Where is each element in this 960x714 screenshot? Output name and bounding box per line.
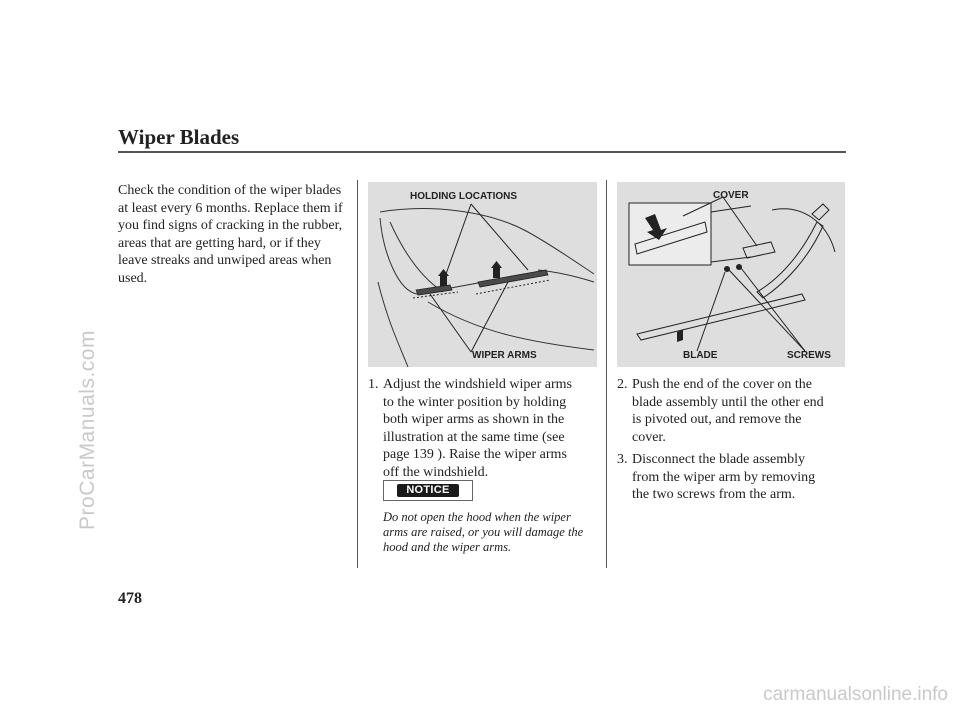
step-3 — [617, 451, 849, 504]
blade-cover-illustration — [617, 182, 845, 367]
label-screws: SCREWS — [787, 350, 831, 361]
figure-holding-locations — [368, 182, 597, 367]
label-holding-locations: HOLDING LOCATIONS — [410, 191, 518, 202]
intro-paragraph: Check the condition of the wiper blades at least every 6 months. Replace them if you find signs of cracking in the rubber, areas that are getting hard, or if they leave streaks and unwiped areas when used. — [118, 183, 343, 286]
step-2 — [617, 376, 849, 446]
notice-box — [383, 480, 473, 501]
label-blade: BLADE — [683, 350, 718, 361]
bottom-watermark: carmanualsonline.info — [763, 684, 948, 705]
step-2-text — [617, 376, 849, 446]
step-1-line: Adjust the windshield wiper arms — [383, 377, 572, 392]
step-1-line: off the windshield. — [383, 464, 489, 480]
windshield-illustration — [368, 182, 597, 367]
step-3-line: from the wiper arm by removing — [632, 469, 816, 485]
step-2-number: 2. — [617, 377, 628, 392]
step-3-line: Disconnect the blade assembly — [632, 452, 806, 467]
step-2-line: blade assembly until the other end — [632, 394, 824, 410]
step-3-number: 3. — [617, 452, 628, 467]
notice-badge: NOTICE — [397, 484, 459, 497]
step-1-line: both wiper arms as shown in the — [383, 412, 565, 427]
step-1-line: page 139 ). Raise the wiper arms — [383, 447, 567, 462]
step-3-line: the two screws from the arm. — [632, 487, 796, 502]
label-wiper-arms: WIPER ARMS — [472, 350, 537, 361]
step-1-line: to the winter position by holding — [383, 394, 567, 410]
step-1-text — [368, 376, 600, 481]
figure-blade-cover — [617, 182, 845, 367]
page-number: 478 — [118, 590, 142, 607]
step-2-line: is pivoted out, and remove the — [632, 412, 802, 427]
title-rule — [118, 151, 846, 153]
step-1-number: 1. — [368, 377, 379, 392]
step-1 — [368, 376, 600, 481]
step-1-line: illustration at the same time (see — [383, 429, 565, 445]
notice-text: Do not open the hood when the wiper arms are raised, or you will damage the hood and the wiper arms. — [383, 510, 584, 554]
side-watermark: ProCarManuals.com — [76, 330, 99, 530]
step-3-text — [617, 451, 849, 504]
column-divider-left — [357, 180, 358, 568]
section-title: Wiper Blades — [118, 125, 240, 149]
label-cover: COVER — [713, 190, 749, 201]
step-2-line: Push the end of the cover on the — [632, 377, 813, 392]
column-divider-right — [606, 180, 607, 568]
step-2-line: cover. — [632, 429, 666, 445]
